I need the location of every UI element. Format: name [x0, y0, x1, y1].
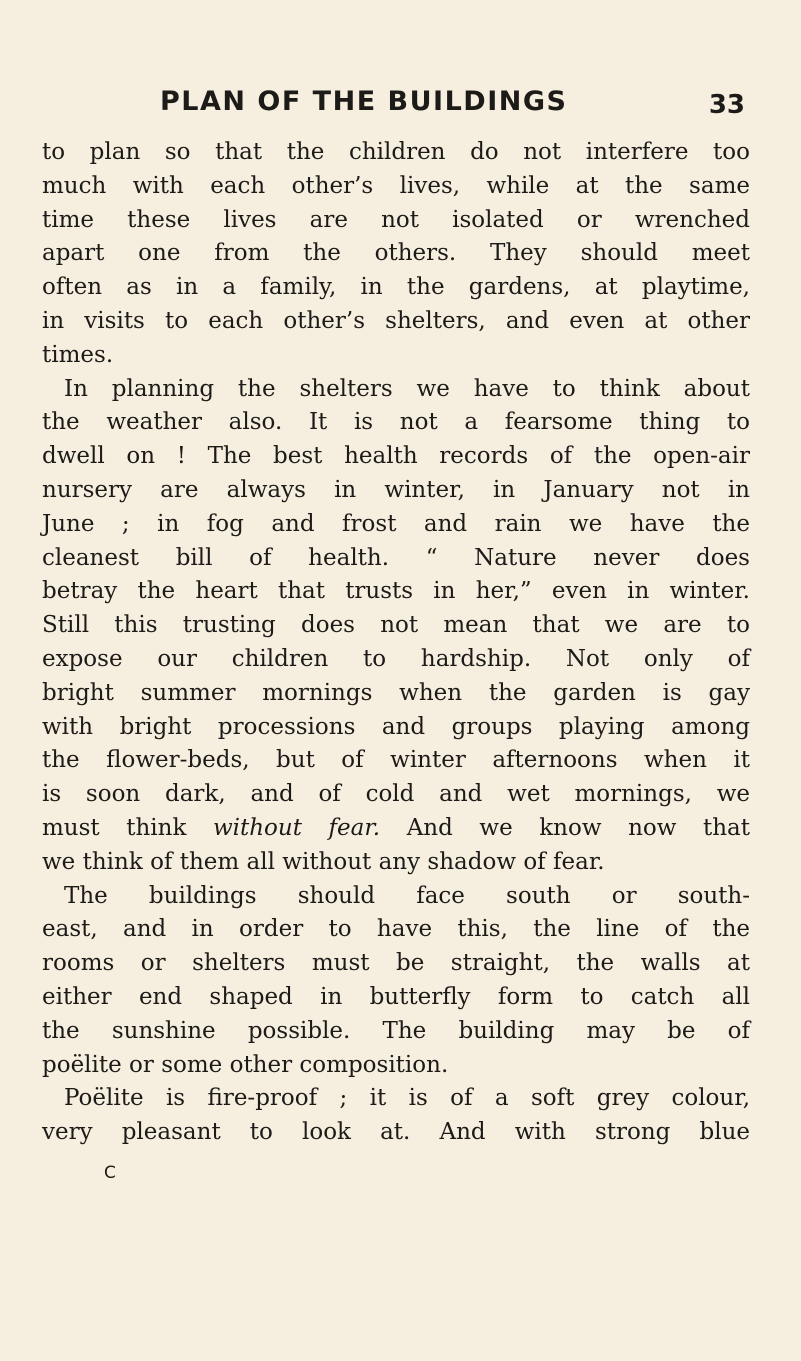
signature-mark: C [104, 1163, 116, 1183]
text-line: the flower-beds, but of winter afternoons when it [42, 747, 750, 774]
text-line: apart one from the others. They should meet [42, 240, 750, 267]
text-line: to plan so that the children do not interfere too [42, 139, 750, 165]
text-line: June ; in fog and frost and rain we have the [42, 510, 750, 537]
text-line: rooms or shelters must be straight, the walls at [42, 950, 750, 977]
text-line: cleanest bill of health. “ Nature never does [42, 544, 750, 571]
text-line: with bright processions and groups playing among [42, 713, 750, 740]
text-line: Poëlite is fire-proof ; it is of a soft grey colour, [64, 1085, 750, 1112]
text-line: either end shaped in butterfly form to catch all [42, 983, 750, 1010]
text-line: we think of them all without any shadow of fear. [42, 848, 605, 875]
emphasis-text: without fear. [212, 814, 381, 841]
running-head [0, 86, 801, 126]
text-fragment: must think [42, 814, 187, 841]
text-line: Still this trusting does not mean that we are to [42, 612, 750, 639]
text-line: dwell on ! The best health records of the open-air [42, 443, 750, 470]
text-line-mixed [42, 812, 750, 846]
running-title: PLAN OF THE BUILDINGS [160, 86, 568, 117]
text-line: east, and in order to have this, the line of the [42, 916, 750, 943]
text-line: expose our children to hardship. Not only of [42, 645, 750, 672]
text-line: nursery are always in winter, in January not in [42, 476, 750, 503]
text-line: is soon dark, and of cold and wet mornings, we [42, 781, 750, 808]
page-number: 33 [708, 90, 745, 120]
text-line: very pleasant to look at. And with strong blue [42, 1119, 750, 1146]
text-line: often as in a family, in the gardens, at playtime, [42, 274, 750, 301]
text-line: much with each other’s lives, while at the same [42, 172, 750, 199]
text-line: The buildings should face south or south- [64, 882, 750, 909]
body-text [42, 136, 750, 1150]
text-line: in visits to each other’s shelters, and even at other [42, 307, 750, 334]
text-line: the sunshine possible. The building may be of [42, 1017, 750, 1044]
text-line: In planning the shelters we have to think about [64, 375, 750, 402]
text-line: poëlite or some other composition. [42, 1051, 449, 1078]
text-line: betray the heart that trusts in her,” even in winter. [42, 578, 750, 605]
text-fragment: And we know now that [406, 814, 750, 841]
text-line: the weather also. It is not a fearsome thing to [42, 409, 750, 436]
text-line: times. [42, 341, 114, 368]
text-line: bright summer mornings when the garden is gay [42, 679, 750, 706]
text-line: time these lives are not isolated or wrenched [42, 206, 750, 233]
